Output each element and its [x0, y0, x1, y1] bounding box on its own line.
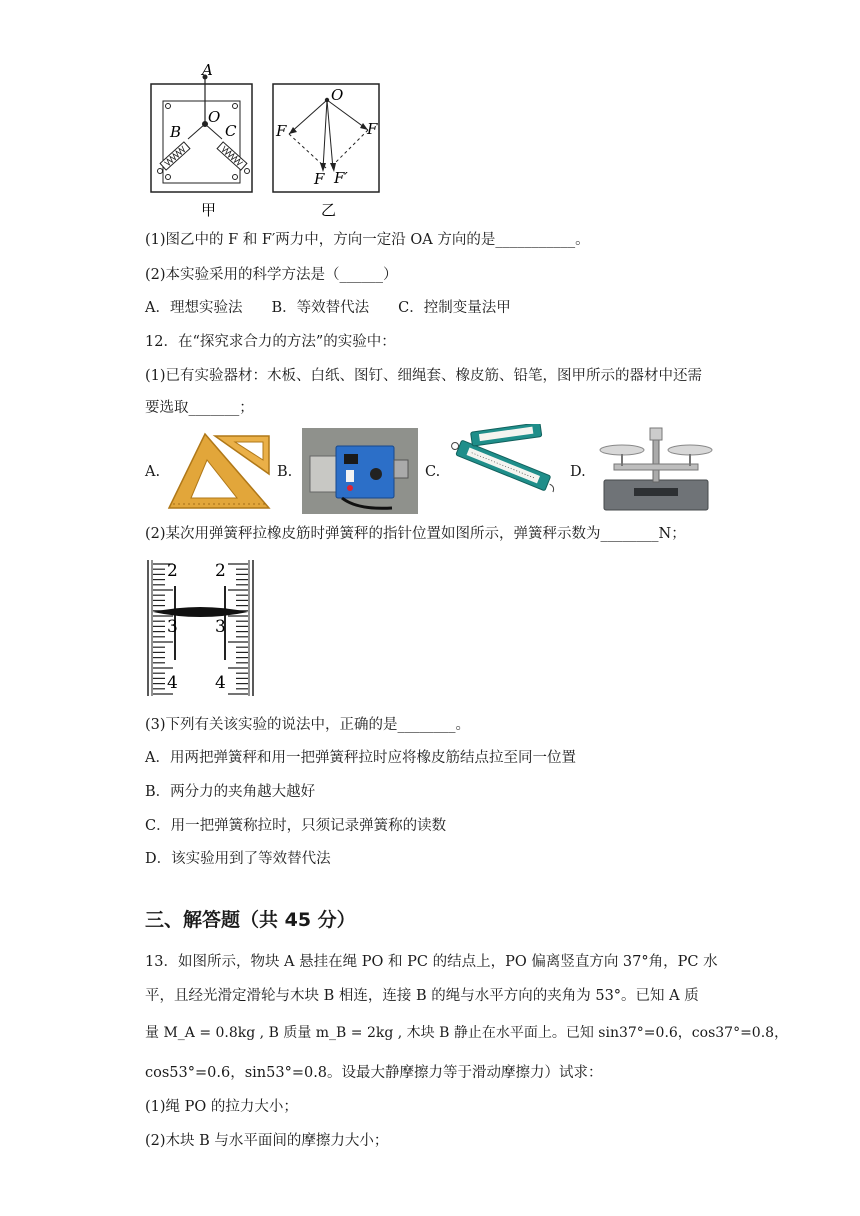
label-F-right: F [367, 120, 378, 138]
caption-jia: 甲 [201, 201, 217, 219]
label-F-bottom: F [314, 170, 325, 188]
scale-number-4-left: 4 [167, 673, 178, 693]
scale-number-3-left: 3 [167, 617, 178, 637]
q13-line4: cos53°=0.6，sin53°=0.8。设最大静摩擦力等于滑动摩擦力）试求： [145, 1065, 603, 1081]
q12-option-a: A．用两把弹簧秤和用一把弹簧秤拉时应将橡皮筋结点拉至同一位置 [145, 750, 576, 766]
caption-yi: 乙 [321, 201, 337, 219]
scale-number-4-right: 4 [215, 673, 226, 693]
q13-line3: 量 M_A = 0.8kg , B 质量 m_B = 2kg , 木块 B 静止在水平面上。已知 sin37°=0.6，cos37°=0.8， [145, 1025, 789, 1041]
q13-line2: 平，且经光滑定滑轮与木块 B 相连，连接 B 的绳与水平方向的夹角为 53°。已知 A 质 [145, 988, 699, 1004]
balance-scale-image [594, 420, 718, 514]
equip-label-d: D. [570, 464, 586, 480]
equip-label-a: A. [145, 464, 161, 480]
scale-number-2-right: 2 [215, 561, 226, 581]
q13-sub2: (2)木块 B 与水平面间的摩擦力大小； [145, 1133, 389, 1149]
q11-sub2: (2)本实验采用的科学方法是（______） [145, 267, 398, 283]
label-B: B [170, 123, 182, 141]
q11-sub1: (1)图乙中的 F 和 F′两力中，方向一定沿 OA 方向的是___________。 [145, 232, 590, 248]
label-A: A [202, 64, 213, 79]
q12-option-c: C．用一把弹簧称拉时，只须记录弹簧称的读数 [145, 818, 447, 834]
q11-options: A．理想实验法 B．等效替代法 C．控制变量法甲 [145, 300, 511, 316]
equip-label-b: B. [277, 464, 293, 480]
q12-sub1-line2: 要选取_______； [145, 400, 254, 416]
q12-title: 12．在“探究求合力的方法”的实验中： [145, 334, 396, 350]
q13-sub1: (1)绳 PO 的拉力大小； [145, 1099, 298, 1115]
label-O-left: O [208, 108, 221, 126]
q12-sub1-line1: (1)已有实验器材：木板、白纸、图钉、细绳套、橡皮筋、铅笔，图甲所示的器材中还需 [145, 368, 703, 384]
label-F-prime: F′ [334, 169, 348, 187]
force-experiment-figure [145, 64, 385, 224]
label-O-right: O [331, 86, 344, 104]
scale-number-3-right: 3 [215, 617, 226, 637]
scale-number-2-left: 2 [167, 561, 178, 581]
label-C: C [225, 122, 237, 140]
section-heading: 三、解答题（共 45 分） [145, 909, 356, 931]
q12-option-d: D．该实验用到了等效替代法 [145, 851, 331, 867]
label-F-left: F [276, 122, 287, 140]
q13-line1: 13．如图所示，物块 A 悬挂在绳 PO 和 PC 的结点上，PO 偏离竖直方向 37°角，PC 水 [145, 954, 718, 970]
q12-sub3: (3)下列有关该实验的说法中，正确的是________。 [145, 717, 471, 733]
spring-scale-image [446, 424, 562, 514]
equip-label-c: C. [425, 464, 441, 480]
timer-device-image [302, 428, 418, 514]
q12-option-b: B．两分力的夹角越大越好 [145, 784, 316, 800]
spring-scale-dial [145, 558, 257, 698]
triangle-ruler-image [165, 430, 273, 512]
q12-sub2: (2)某次用弹簧秤拉橡皮筋时弹簧秤的指针位置如图所示，弹簧秤示数为________N； [145, 526, 686, 542]
